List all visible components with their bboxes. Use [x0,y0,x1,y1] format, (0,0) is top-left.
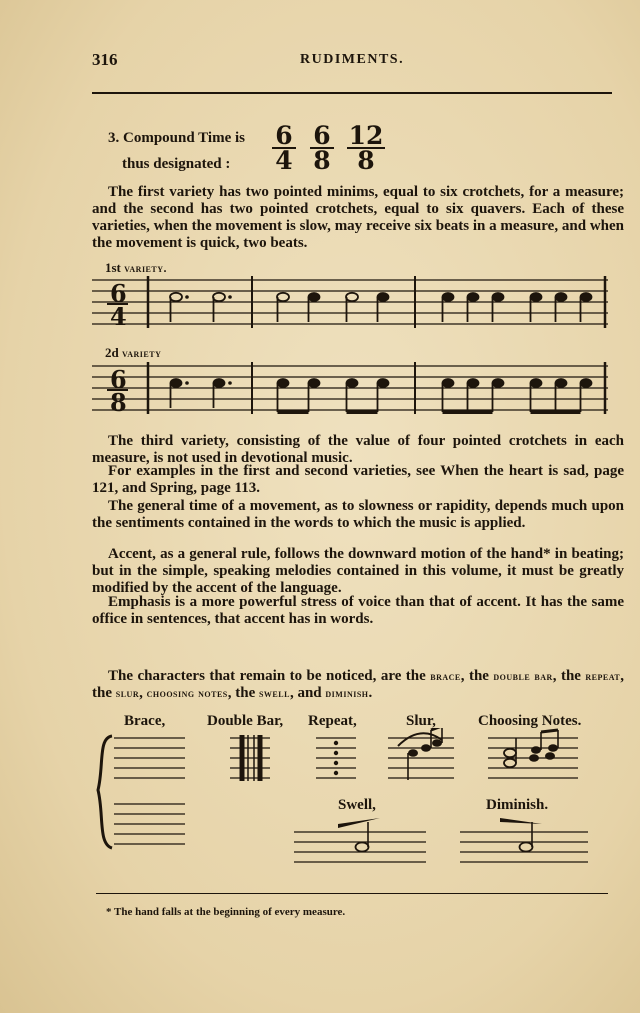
intro-sep: , the [92,668,624,701]
term-repeat: repeat [585,669,621,683]
paragraph-accent: Accent, as a general rule, follows the downward motion of the hand* in beating; but in the simple, speaking melodies contained in this volume, it must be greatly modified by the accent of the language. [92,546,624,596]
time-signature-numerator: 6 [272,124,296,149]
time-signature-numerator: 12 [348,121,384,150]
paragraph-third-variety: The third variety, consisting of the value of four pointed crotchets in each measure, is not used in devotional music. [92,433,624,466]
time-signature-denominator: 4 [275,146,293,175]
paragraph-emphasis: Emphasis is a more powerful stress of voice than that of accent. It has the same office in sentences, that accent has in words. [92,594,624,627]
double-bar-icon [230,735,270,781]
term-choosing-notes: choosing notes [146,686,228,700]
label-repeat: Repeat, [308,713,357,729]
intro-sep: , [139,685,143,701]
time-signature-6-4 [272,121,296,175]
paragraph-characters [92,668,624,702]
time-bottom: 4 [110,302,127,331]
label-slur: Slur, [406,713,436,729]
time-bottom: 8 [110,388,127,417]
time-signature-denominator: 8 [313,146,331,175]
swell-icon [294,818,426,862]
notes-variety1 [170,293,592,322]
footnote: * The hand falls at the beginning of every measure. [106,906,346,918]
characters-illustration [90,728,610,868]
compound-time-label [108,125,245,177]
intro-sep: , the [552,668,581,684]
term-diminish: diminish [325,686,369,700]
intro-sep: , and [289,685,322,701]
repeat-icon [316,738,356,778]
paragraph-varieties: The first variety has two pointed minims, equal to six crotchets, for a measure; and the second has two pointed crotchets, equal to six quavers. Each of these varieties, when the movement is slow, may receive six beats in a measure, and when the movement is quick, two beats. [92,184,624,251]
intro-end: . [368,685,373,701]
brace-icon [98,736,185,848]
label-choosing-notes: Choosing Notes. [478,713,582,729]
paragraph-examples: For examples in the first and second varieties, see When the heart is sad, page 121, and Spring, page 113. [92,463,624,496]
notes-variety2 [171,379,592,412]
variety1-number: 1st [105,260,121,275]
term-slur: slur [115,686,140,700]
diminish-icon [460,818,588,862]
variety1-word: variety. [124,261,168,275]
choosing-notes-icon [488,730,578,778]
term-swell: swell [258,686,290,700]
running-title: RUDIMENTS. [300,52,405,67]
label-swell: Swell, [338,797,376,813]
time-signature-12-8 [347,121,385,175]
page-number: 316 [92,50,118,69]
variety2-number: 2d [105,345,119,360]
slur-icon [388,728,454,780]
time-signature-6-8 [310,121,334,175]
variety2-word: variety [121,346,162,360]
label-diminish: Diminish. [486,797,549,813]
time-signature-numerator: 6 [310,124,334,149]
paragraph-general-time: The general time of a movement, as to slowness or rapidity, depends much upon the sentiments contained in the words to which the music is applied. [92,498,624,531]
label-brace: Brace, [124,713,166,729]
label-double-bar: Double Bar, [207,713,284,729]
intro-sep: , the [227,685,256,701]
staff-variety1 [90,272,610,334]
time-top: 6 [110,365,127,394]
intro-sep: , the [460,668,489,684]
footnote-rule [96,893,608,894]
time-top: 6 [110,279,127,308]
time-signature-denominator: 8 [357,146,375,175]
header-rule [92,92,612,94]
term-brace: brace [430,669,461,683]
term-double-bar: double bar [493,669,553,683]
intro-text: The characters that remain to be noticed, are the [108,668,426,684]
compound-time-line1: 3. Compound Time is [108,130,245,146]
compound-time-line2: thus designated : [122,156,231,172]
staff-variety2 [90,358,610,420]
